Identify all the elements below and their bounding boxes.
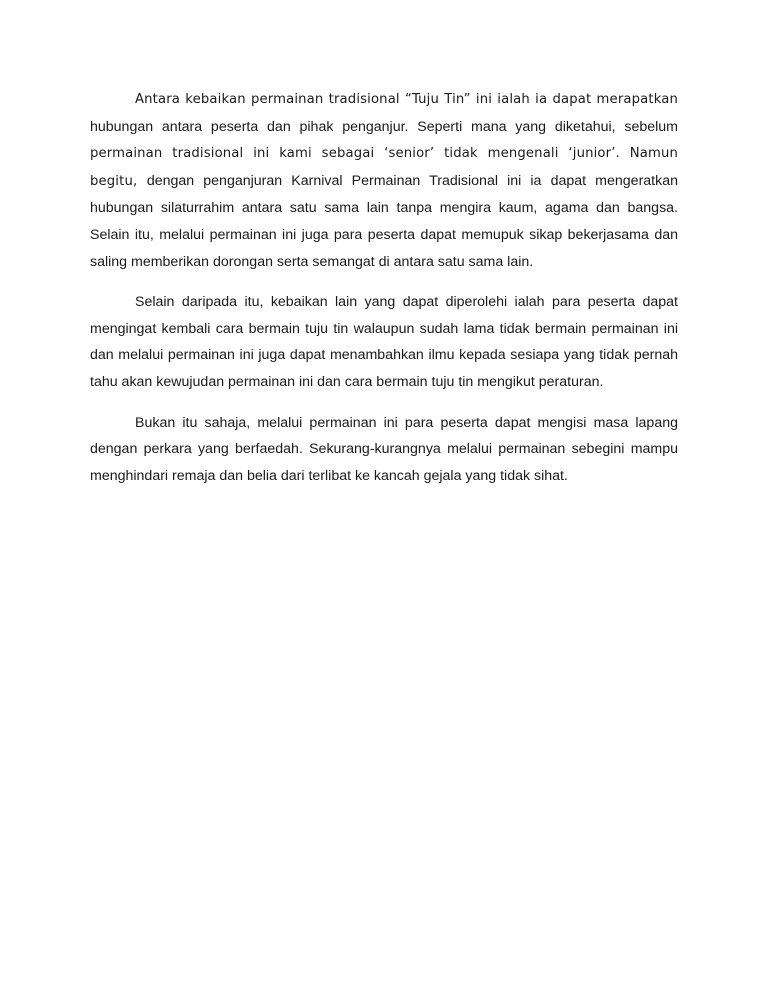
paragraph-line: dengan perkara yang berfaedah. Sekurang-kurangnya melalui permainan sebegini — [90, 441, 631, 458]
paragraph-line: yang tidak pernah tahu akan kewujudan permainan ini dan cara bermain tuju tin — [90, 347, 679, 390]
paragraph-line: permainan tradisional ini kami sebagai ‘senior’ tidak mengenali ‘junior’. Namun begitu, — [90, 146, 678, 189]
paragraph-line: mengikut peraturan. — [477, 373, 604, 390]
paragraph-line: hubungan antara peserta dan pihak penganjur. Seperti mana yang diketahui, sebelum — [90, 118, 678, 135]
paragraph-line: hubungan silaturrahim antara satu sama lain tanpa mengira kaum, agama dan bangsa. — [90, 200, 678, 217]
paragraph-3 — [90, 410, 678, 490]
paragraph-2 — [90, 289, 678, 395]
paragraph-line: Selain itu, melalui permainan ini juga para peserta dapat memupuk sikap bekerjasama — [90, 226, 655, 243]
paragraph-line: Bukan itu sahaja, melalui permainan ini para peserta dapat mengisi masa lapang — [135, 414, 678, 431]
paragraph-line: mengingat kembali cara bermain tuju tin walaupun sudah lama tidak bermain — [90, 320, 592, 337]
paragraph-line: Antara kebaikan permainan tradisional “Tuju Tin” ini ialah ia dapat merapatkan — [135, 92, 678, 107]
paragraph-1 — [90, 86, 678, 275]
paragraph-line: mampu menghindari remaja dan belia dari terlibat ke kancah gejala yang tidak sihat. — [90, 441, 678, 484]
paragraph-line: permainan ini dan melalui permainan ini juga dapat menambahkan ilmu kepada sesiapa — [90, 320, 678, 364]
paragraph-line: dengan penganjuran Karnival Permainan Tradisional ini ia dapat mengeratkan — [146, 172, 678, 189]
document-body — [90, 86, 678, 503]
paragraph-line: Selain daripada itu, kebaikan lain yang dapat diperolehi ialah para peserta dapat — [135, 294, 678, 311]
paragraph-line: dan saling memberikan dorongan serta semangat di antara satu sama lain. — [90, 226, 678, 270]
